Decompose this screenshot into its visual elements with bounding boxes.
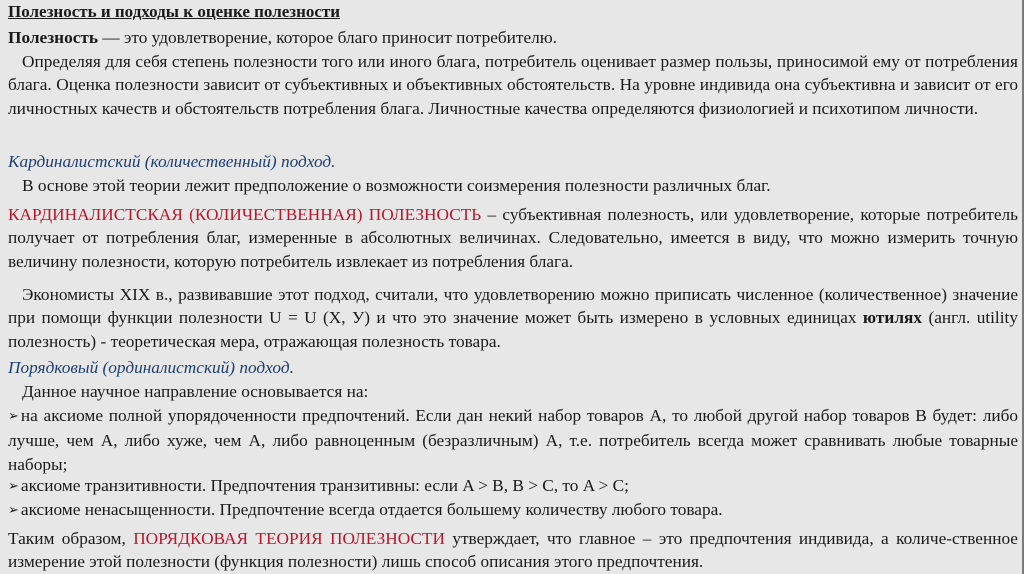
cardinal-heading: Кардиналистский (количественный) подход. [8,152,336,171]
arrowhead-bullet-icon: ➢ [8,503,19,518]
utility-definition-text: — это удовлетворение, которое благо приносит потребителю. [98,28,558,47]
cardinal-term: КАРДИНАЛИСТСКАЯ (КОЛИЧЕСТВЕННАЯ) ПОЛЕЗНОСТЬ [8,205,482,224]
arrowhead-bullet-icon: ➢ [8,409,19,424]
cardinal-basis: В основе этой теории лежит предположение о возможности соизмерения полезности различных благ. [22,176,771,195]
economists-text-1: Экономисты XIX в., развивавшие этот подход, считали, что удовлетворению можно приписать численное (количественное) значение при помощи функции полезности U = U (X, У) и что это значение может быть измерено в условных единицах [8,285,1018,328]
cardinal-definition-text: – субъективная полезность, или удовлетворение, которые потребитель получает от потребления благ, измеренные в абсолютных величинах. Следовательно, имеется в виду, что можно измерить точную величину полезности, которую потребитель извлекает из потребления блага. [8,205,1018,271]
conclusion-text-1: Таким образом, [8,529,134,548]
bullet-item [8,474,1018,499]
utility-term: Полезность [8,28,99,47]
slide-title: Полезность и подходы к оценке полезности [8,2,341,21]
bullet-text: аксиоме транзитивности. Предпочтения транзитивны: если A > B, B > C, то A > C; [20,476,629,495]
ordinal-intro: Данное научное направление основывается на: [22,382,369,401]
bullet-item [8,404,1018,476]
ordinal-heading: Порядковый (ординалистский) подход. [8,358,294,377]
bullet-text: аксиоме ненасыщенности. Предпочтение всегда отдается большему количеству любого товара. [20,500,723,519]
bullet-item [8,498,1018,523]
utils-term: ютилях [862,308,923,328]
economists-text-2: (англ. utility полезность) - теоретическая мера, отражающая полезность товара. [8,308,1018,351]
conclusion-paragraph [8,527,1018,574]
conclusion-text-2: утверждает, что главное – это предпочтения индивида, а количе-ственное измерение этой полезности (функция полезности) лишь способ описания этого предпочтения. [8,529,1018,572]
arrowhead-bullet-icon: ➢ [8,479,19,494]
economists-paragraph [8,283,1018,353]
cardinal-definition [8,203,1018,273]
ordinal-theory-term: ПОРЯДКОВАЯ ТЕОРИЯ ПОЛЕЗНОСТИ [133,529,445,548]
utility-paragraph: Определяя для себя степень полезности того или иного блага, потребитель оценивает размер пользы, приносимой ему от потребления блага. Оценка полезности зависит от субъективных и объективных обстоятельств. На уровне индивида она субъективна и зависит от его личностных качеств и обстоятельств потребления блага. Личностные качества определяются физиологией и психотипом личности. [8,52,1018,118]
bullet-text: на аксиоме полной упорядоченности предпочтений. Если дан некий набор товаров А, то любой другой набор товаров В будет: либо лучше, чем А, либо хуже, чем А, либо равноценным (безразличным) А, т.е. потребитель всегда может сравнивать любые товарные наборы; [8,406,1018,474]
utility-definition [8,26,1018,49]
